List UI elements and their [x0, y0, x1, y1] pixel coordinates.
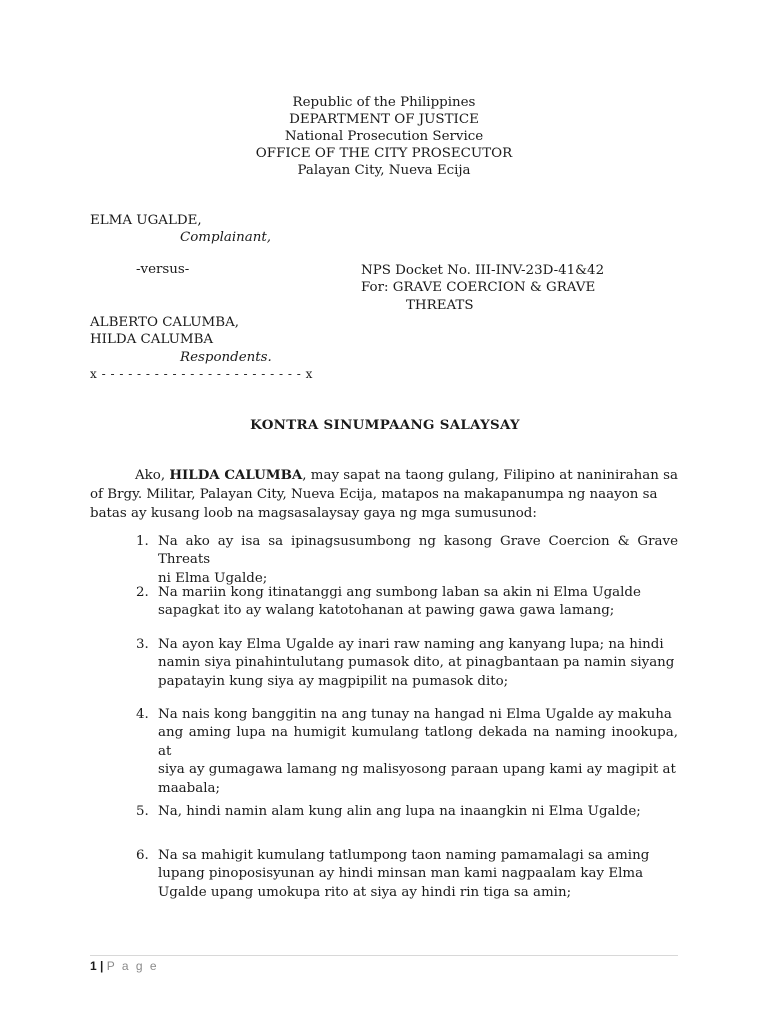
- complainant-block: [90, 212, 271, 247]
- list-item-line: lupang pinoposisyunan ay hindi minsan man kami nagpaalam kay Elma: [158, 866, 644, 882]
- intro-lead: Ako,: [135, 468, 170, 483]
- page-word: P a g e: [106, 959, 159, 973]
- list-item-number: 6.: [136, 848, 149, 863]
- document-header: [0, 94, 768, 179]
- list-item: [90, 533, 678, 588]
- list-item-line: Na sa mahigit kumulang tatlumpong taon naming pamamalagi sa aming: [158, 848, 650, 863]
- docket-for-continued: THREATS: [406, 297, 474, 313]
- respondent-1: ALBERTO CALUMBA,: [90, 315, 240, 330]
- respondents-label: Respondents.: [180, 349, 272, 365]
- list-item-line: sapagkat ito ay walang katotohanan at pawing gawa gawa lamang;: [158, 603, 615, 619]
- docket-for: For: GRAVE COERCION & GRAVE: [361, 280, 596, 296]
- list-item-text: [158, 706, 678, 798]
- list-item: [90, 847, 678, 902]
- intro-line-2: of Brgy. Militar, Palayan City, Nueva Ecija, matapos na makapanumpa ng naayon sa: [90, 487, 658, 502]
- list-item-line: Na mariin kong itinatanggi ang sumbong laban sa akin ni Elma Ugalde: [158, 585, 641, 600]
- versus-label: -versus-: [136, 262, 190, 277]
- document-title: KONTRA SINUMPAANG SALAYSAY: [250, 417, 520, 433]
- page-footer: [90, 959, 159, 973]
- list-item-number: 5.: [136, 804, 149, 819]
- list-item-text: [158, 847, 678, 902]
- list-item-line: maabala;: [158, 780, 220, 796]
- list-item-line: Na, hindi namin alam kung alin ang lupa na inaangkin ni Elma Ugalde;: [158, 804, 641, 819]
- complainant-label: Complainant,: [180, 230, 271, 246]
- list-item: [90, 706, 678, 798]
- header-service: National Prosecution Service: [284, 129, 484, 144]
- list-item-line: Na ayon kay Elma Ugalde ay inari raw naming ang kanyang lupa; na hindi: [158, 637, 664, 652]
- list-item-line: namin siya pinahintulutang pumasok dito, at pinagbantaan pa namin siyang: [158, 655, 675, 671]
- intro-paragraph: [90, 466, 678, 523]
- header-office: OFFICE OF THE CITY PROSECUTOR: [255, 146, 513, 161]
- intro-line-1-rest: , may sapat na taong gulang, Filipino at naninirahan sa: [302, 468, 678, 483]
- list-item-line: ang aming lupa na humigit kumulang tatlong dekada na naming inookupa, at: [158, 725, 678, 759]
- list-item-number: 4.: [136, 707, 149, 722]
- list-item-line: ni Elma Ugalde;: [158, 570, 268, 586]
- list-item-line: Ugalde upang umokupa rito at siya ay hindi rin tiga sa amin;: [158, 884, 572, 900]
- list-item-number: 3.: [136, 637, 149, 652]
- list-item-line: papatayin kung siya ay magpipilit na pumasok dito;: [158, 673, 509, 689]
- complainant-name: ELMA UGALDE,: [90, 213, 202, 228]
- footer-divider: [90, 955, 678, 956]
- page-separator: |: [100, 959, 104, 973]
- header-location: Palayan City, Nueva Ecija: [297, 163, 471, 178]
- list-item-text: [158, 533, 678, 588]
- list-item-line: Na nais kong banggitin na ang tunay na hangad ni Elma Ugalde ay makuha: [158, 707, 672, 722]
- list-item-number: 1.: [136, 534, 149, 549]
- list-item: [90, 636, 678, 691]
- caption-separator: x - - - - - - - - - - - - - - - - - - - - - - - x: [90, 367, 313, 381]
- list-item: [90, 803, 678, 821]
- header-department: DEPARTMENT OF JUSTICE: [289, 112, 479, 127]
- respondent-2: HILDA CALUMBA: [90, 332, 214, 348]
- list-item: [90, 584, 678, 621]
- page-number: 1: [90, 959, 97, 973]
- affiant-name: HILDA CALUMBA: [169, 467, 303, 483]
- docket-block: [361, 262, 604, 314]
- list-item-text: [158, 584, 678, 621]
- list-item-text: [158, 636, 678, 691]
- intro-line-1: [90, 466, 678, 485]
- intro-line-3: batas ay kusang loob na magsasalaysay gaya ng mga sumusunod:: [90, 506, 537, 521]
- header-republic: Republic of the Philippines: [292, 95, 476, 110]
- docket-number: NPS Docket No. III-INV-23D-41&42: [361, 263, 605, 278]
- list-item-number: 2.: [136, 585, 149, 600]
- list-item-line: Na ako ay isa sa ipinagsusumbong ng kasong Grave Coercion & Grave Threats: [158, 534, 678, 568]
- list-item-line: siya ay gumagawa lamang ng malisyosong paraan upang kami ay magipit at: [158, 762, 676, 778]
- respondents-block: [90, 314, 272, 366]
- list-item-text: [158, 803, 678, 821]
